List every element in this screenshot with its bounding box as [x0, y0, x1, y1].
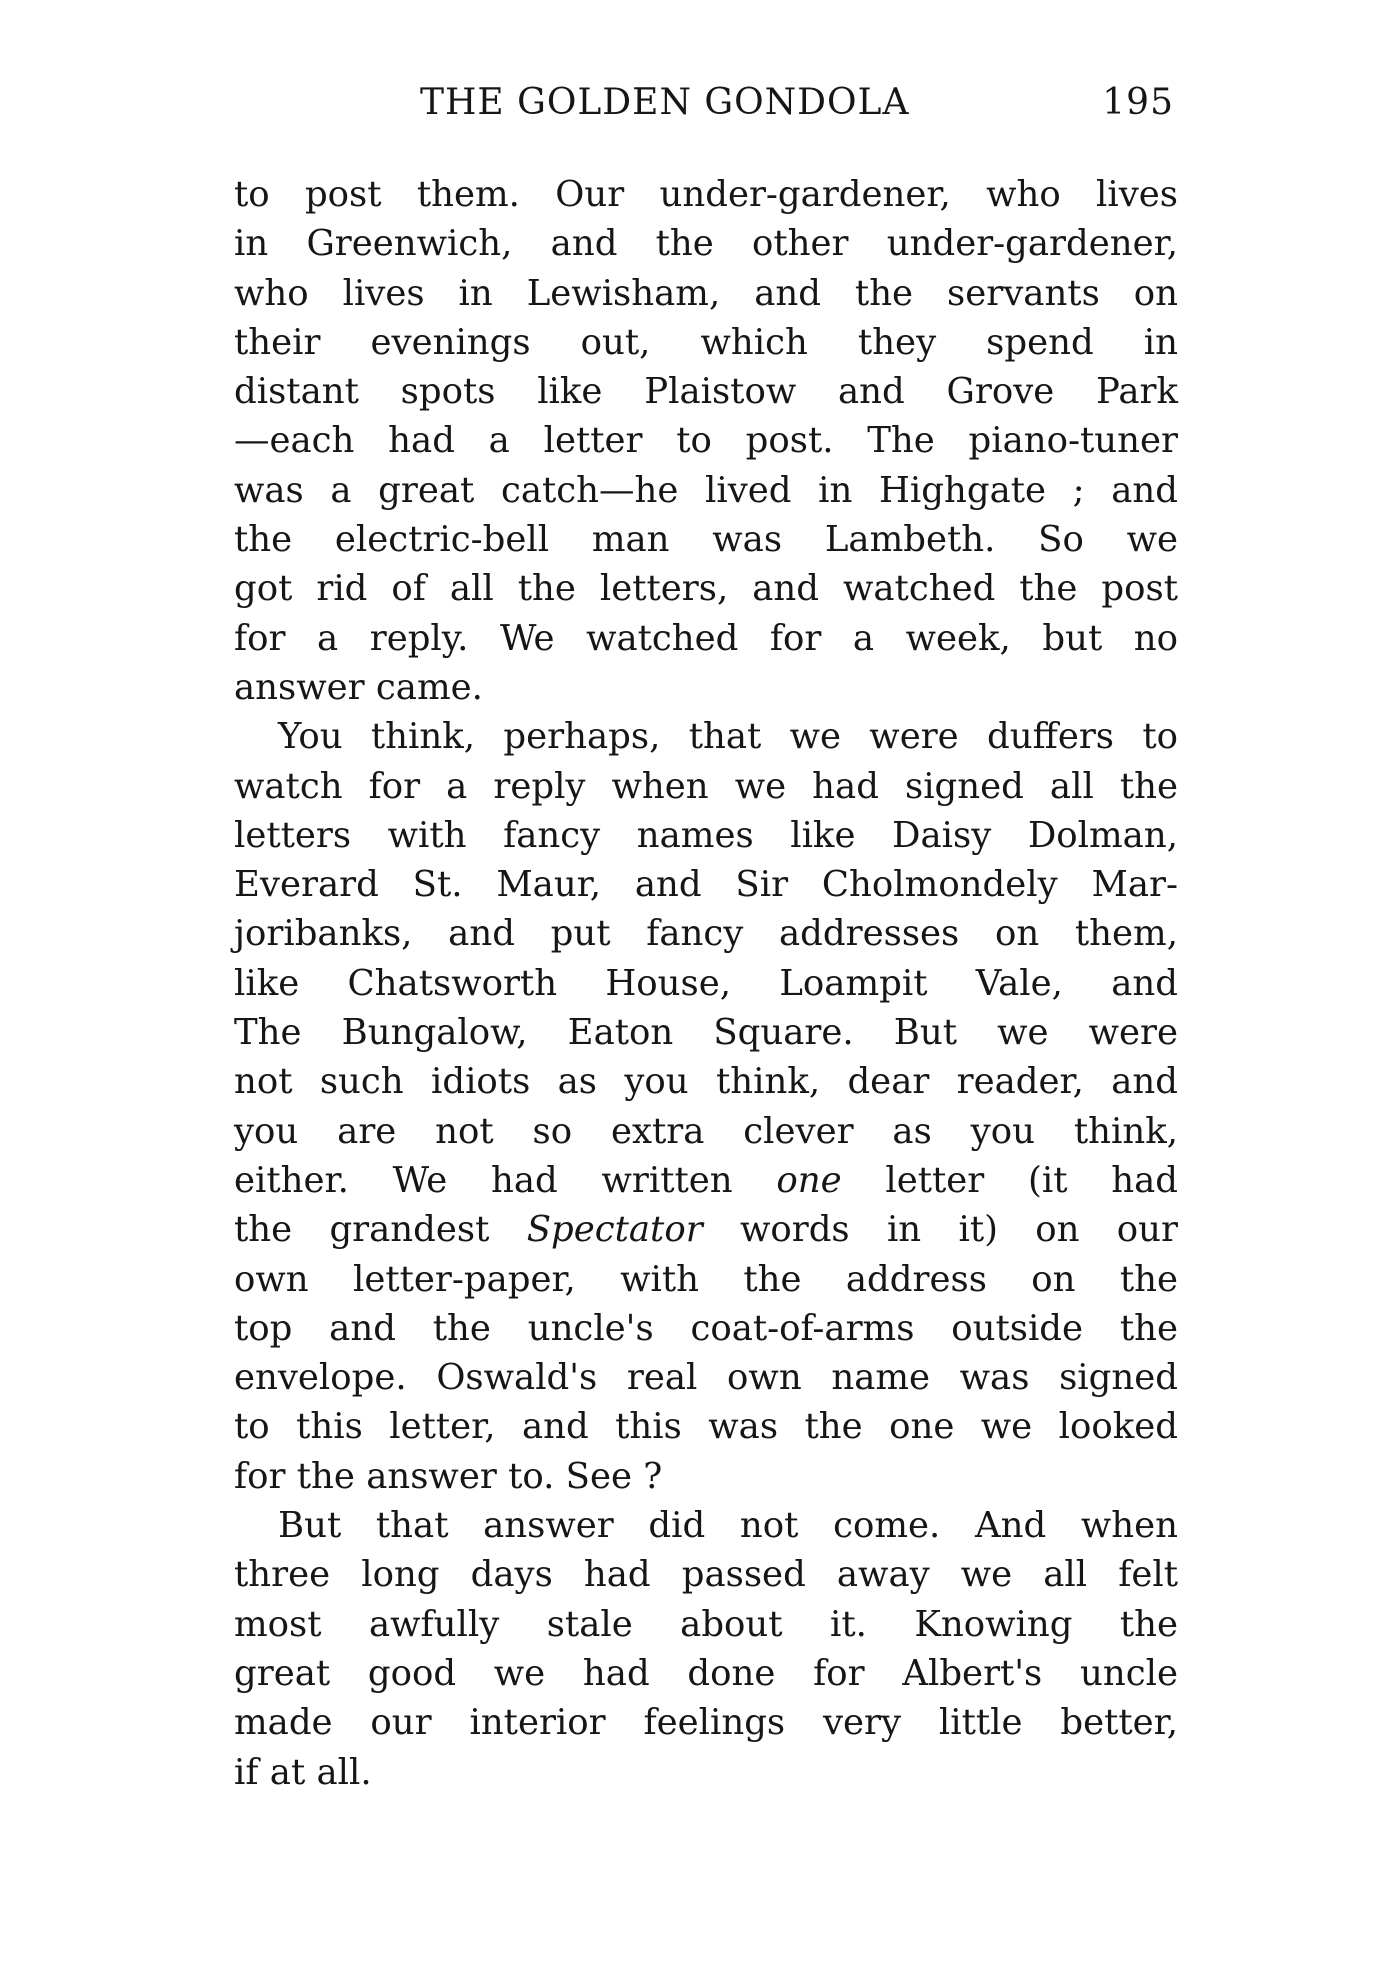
text-line: great good we had done for Albert's uncle: [234, 1652, 1178, 1694]
text-line: to post them. Our under-gardener, who lives: [234, 174, 1178, 215]
page-number: 195: [1102, 82, 1174, 123]
italic-word: one: [776, 1159, 842, 1201]
text-line: got rid of all the letters, and watched the post: [234, 568, 1178, 610]
text-line: to this letter, and this was the one we looked: [234, 1406, 1178, 1448]
text-line: the electric-bell man was Lambeth. So we: [234, 519, 1178, 561]
text-line: own letter-paper, with the address on the: [234, 1258, 1178, 1300]
text-line: made our interior feelings very little better,: [234, 1702, 1178, 1744]
text-line: Everard St. Maur, and Sir Cholmondely Mar-: [234, 864, 1178, 906]
body-text: [234, 170, 1178, 1797]
text-line: who lives in Lewisham, and the servants on: [234, 272, 1178, 314]
paragraph-2: [234, 712, 1178, 1501]
text-line: distant spots like Plaistow and Grove Park: [234, 371, 1178, 413]
text-line: in Greenwich, and the other under-gardener,: [234, 223, 1178, 265]
text-line: joribanks, and put fancy addresses on them,: [234, 913, 1178, 955]
text-line: not such idiots as you think, dear reader, and: [234, 1061, 1178, 1103]
paragraph-1: [234, 170, 1178, 712]
text-line: The Bungalow, Eaton Square. But we were: [234, 1012, 1178, 1054]
text-line: if at all.: [234, 1751, 372, 1793]
text-line: like Chatsworth House, Loampit Vale, and: [234, 962, 1178, 1004]
text-line: envelope. Oswald's real own name was signed: [234, 1357, 1178, 1399]
running-title: THE GOLDEN GONDOLA: [420, 82, 910, 123]
running-head: [234, 78, 1180, 128]
text-line: —each had a letter to post. The piano-tuner: [234, 420, 1178, 462]
line-text-after: words in it) on our: [702, 1209, 1178, 1251]
text-line: most awfully stale about it. Knowing the: [234, 1603, 1178, 1645]
text-line: But that answer did not come. And when: [278, 1505, 1178, 1547]
text-line: three long days had passed away we all felt: [234, 1554, 1178, 1596]
text-line: answer came.: [234, 666, 483, 708]
text-line: you are not so extra clever as you think,: [234, 1110, 1178, 1152]
text-line: was a great catch—he lived in Highgate ; and: [234, 469, 1178, 511]
paragraph-3: [234, 1501, 1178, 1797]
line-text-before: the grandest: [234, 1209, 527, 1251]
italic-word: Spectator: [526, 1209, 703, 1251]
text-line: for a reply. We watched for a week, but no: [234, 617, 1178, 659]
text-line: for the answer to. See ?: [234, 1455, 663, 1497]
text-line-with-italic: [234, 1156, 1178, 1205]
text-line: their evenings out, which they spend in: [234, 321, 1178, 363]
line-text-after: letter (it had: [841, 1159, 1179, 1201]
text-line: You think, perhaps, that we were duffers to: [278, 716, 1178, 758]
text-line: letters with fancy names like Daisy Dolman,: [234, 814, 1178, 856]
line-text-before: either. We had written: [234, 1159, 777, 1201]
text-line-with-italic: [234, 1205, 1178, 1254]
text-line: watch for a reply when we had signed all the: [234, 765, 1178, 807]
text-line: top and the uncle's coat-of-arms outside the: [234, 1307, 1178, 1349]
